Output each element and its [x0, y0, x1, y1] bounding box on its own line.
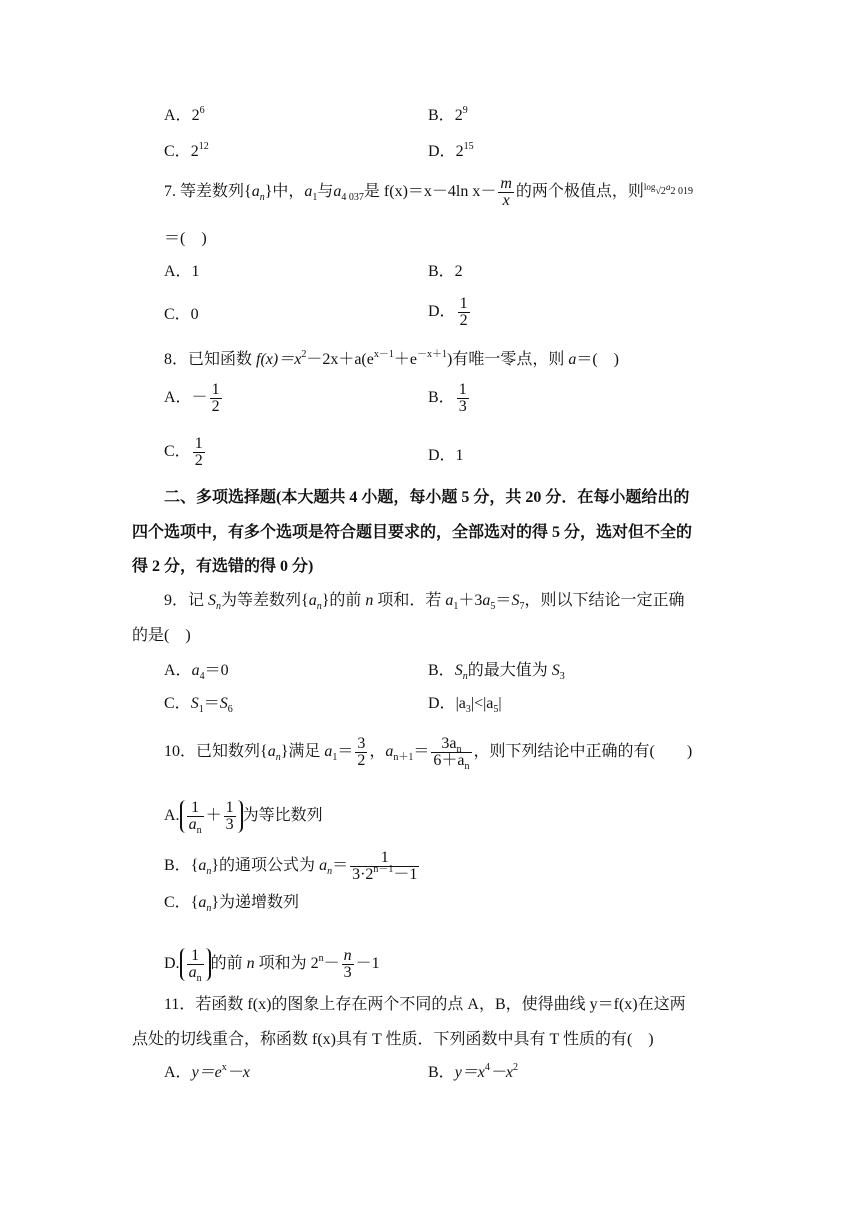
q7-option-b: B．2 [428, 263, 463, 280]
q8-option-c: C． $\frac{1}{2}$ [164, 435, 203, 469]
section2-line1: 二、多项选择题(本大题共 4 小题，每小题 5 分，共 20 分．在每小题给出的 [164, 489, 690, 506]
q11-stem-line1: 11．若函数 f(x)的图象上存在两个不同的点 A，B，使得曲线 y＝f(x)在这两 [164, 996, 686, 1013]
q10-option-c: C．$\{a_n\}$为递增数列 [164, 894, 300, 914]
q6-option-c: C．$2^{12}$ [164, 141, 209, 160]
q11-option-a: A．$y=e^x-x$ [164, 1062, 250, 1081]
q10-option-d: D. $\frac{1}{a_n}$ 的前 n 项和为 $2^n-$ $\frac{n}{3}$ －1 [164, 947, 380, 984]
section2-line3: 得 2 分，有选错的得 0 分) [132, 558, 314, 575]
q8-option-b: B． $\frac{1}{3}$ [428, 381, 467, 415]
q10-option-b: B．$\{a_n\}$的通项公式为 $a_n=$ $\frac{1}{3\cdot 2^{n-1}-1}$ [164, 849, 418, 883]
q10-option-a: A. $\frac{1}{a_n}$ ＋ $\frac{1}{3}$ 为等比数列 [164, 799, 323, 836]
q9-option-b: B．$S_n$的最大值为 $S_3$ [428, 662, 565, 682]
q11-option-b: B．$y=x^4-x^2$ [428, 1062, 519, 1081]
q7-option-a: A．1 [164, 263, 200, 280]
q9-option-c: C．$S_1=S_6$ [164, 695, 233, 715]
q9-option-d: D．$|a_3|<|a_5|$ [428, 695, 502, 715]
q6-option-d: D．$2^{15}$ [428, 141, 474, 160]
q7-option-d: D． $\frac{1}{2}$ [428, 295, 468, 329]
q6-option-b: B．$2^9$ [428, 105, 468, 124]
q8-option-d: D．1 [428, 447, 464, 464]
q9-option-a: A．$a_4=0$ [164, 662, 229, 682]
q9-stem-line2: 的是( ) [132, 627, 191, 644]
q7-stem: 7. 等差数列$\{a_n\}$中，$a_1$与$a_{4 037}$是 f(x)＝x－4ln x－ $\frac{m}{x}$ 的两个极值点，则$^{log_{√2}a_{2 019}}$ [164, 175, 693, 209]
q7-option-c: C．0 [164, 306, 199, 323]
q7-stem-tail: ＝( ) [164, 230, 207, 247]
q8-option-a: A．－ $\frac{1}{2}$ [164, 381, 220, 415]
q11-stem-line2: 点处的切线重合，称函数 f(x)具有 T 性质．下列函数中具有 T 性质的有( ) [132, 1031, 654, 1048]
q6-option-a: A．$2^6$ [164, 105, 205, 124]
q9-stem: 9．记 $S_n$为等差数列$\{a_n\}$的前 n 项和．若 $a_1+3a_5=S_7$，则以下结论一定正确 [164, 592, 685, 612]
q10-stem: 10．已知数列$\{a_n\}$满足 $a_1=$ $\frac{3}{2}$ ，$a_{n+1}=$ $\frac{3a_n}{6+a_n}$ ，则下列结论中正确的有( ) [164, 735, 693, 772]
section2-line2: 四个选项中，有多个选项是符合题目要求的，全部选对的得 5 分，选对但不全的 [132, 524, 693, 541]
q8-stem: 8．已知函数 $f(x)=x^2-2x+a(e^{x-1}+e^{-x+1})$有唯一零点，则 a＝( ) [164, 349, 619, 368]
